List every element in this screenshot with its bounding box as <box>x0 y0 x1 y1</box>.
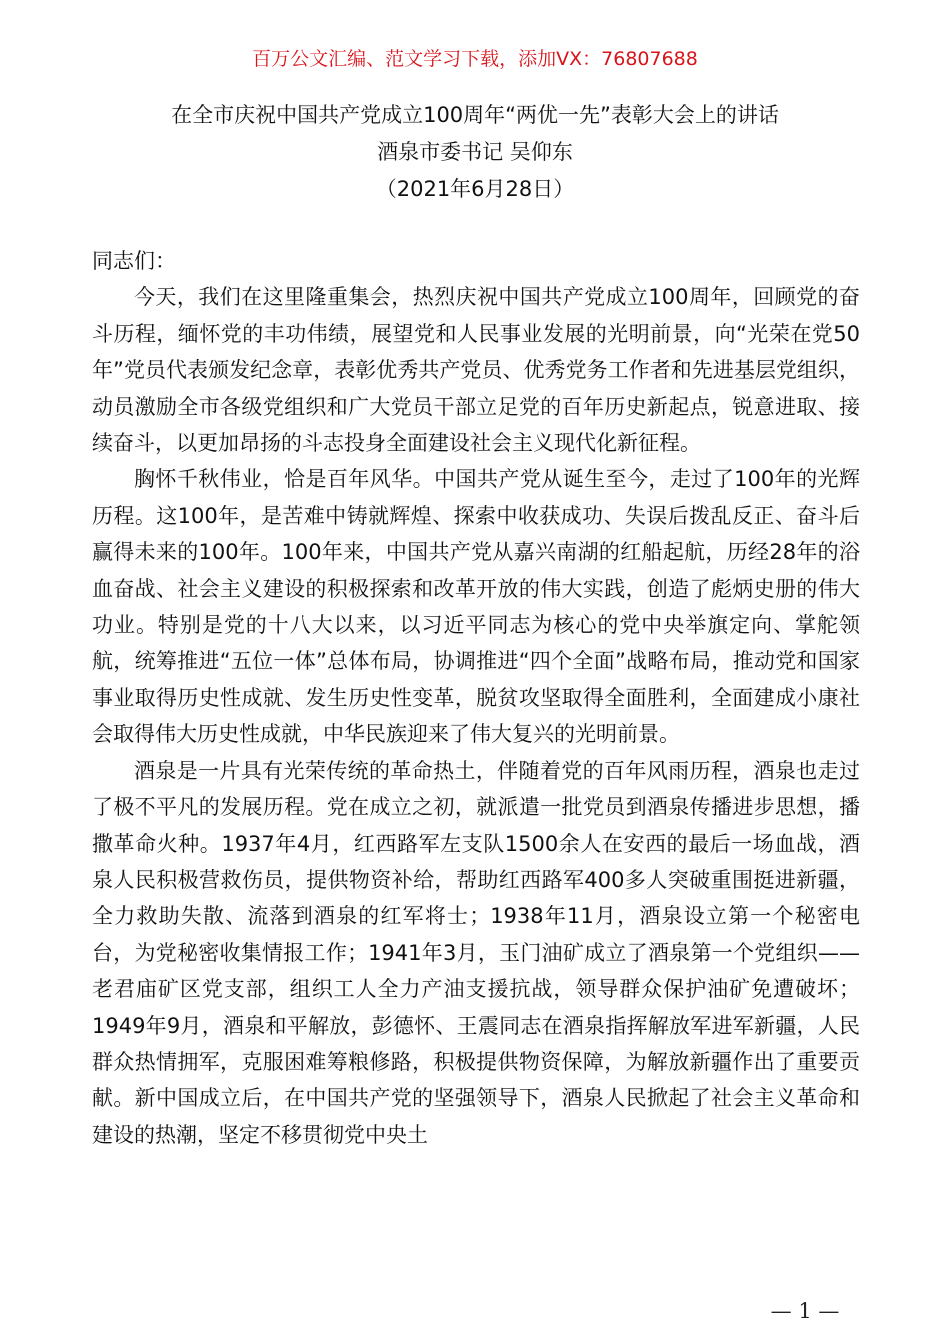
salutation: 同志们： <box>92 249 176 273</box>
paragraph-2: 胸怀千秋伟业，恰是百年风华。中国共产党从诞生至今，走过了100年的光辉历程。这100年，是苦难中铸就辉煌、探索中收获成功、失误后拨乱反正、奋斗后赢得未来的100年。100年来，中国共产党从嘉兴南湖的红船起航，历经28年的浴血奋战、社会主义建设的积极探索和改革开放的伟大实践，创造了彪炳史册的伟大功业。特别是党的十八大以来，以习近平同志为核心的党中央举旗定向、掌舵领航，统筹推进“五位一体”总体布局，协调推进“四个全面”战略布局，推动党和国家事业取得历史性成就、发生历史性变革，脱贫攻坚取得全面胜利，全面建成小康社会取得伟大历史性成就，中华民族迎来了伟大复兴的光明前景。 <box>92 467 860 747</box>
document-body <box>92 243 860 1153</box>
document-title: 在全市庆祝中国共产党成立100周年“两优一先”表彰大会上的讲话 <box>171 103 779 127</box>
page-number: — 1 — <box>770 1299 840 1323</box>
document-heading <box>0 97 950 208</box>
document-date: （2021年6月28日） <box>375 177 575 201</box>
paragraph-1: 今天，我们在这里隆重集会，热烈庆祝中国共产党成立100周年，回顾党的奋斗历程，缅怀党的丰功伟绩，展望党和人民事业发展的光明前景，向“光荣在党50年”党员代表颁发纪念章，表彰优秀共产党员、优秀党务工作者和先进基层党组织，动员激励全市各级党组织和广大党员干部立足党的百年历史新起点，锐意进取、接续奋斗，以更加昂扬的斗志投身全面建设社会主义现代化新征程。 <box>92 285 860 456</box>
paragraph-3: 酒泉是一片具有光荣传统的革命热土，伴随着党的百年风雨历程，酒泉也走过了极不平凡的发展历程。党在成立之初，就派遣一批党员到酒泉传播进步思想，播撒革命火种。1937年4月，红西路军左支队1500余人在安西的最后一场血战，酒泉人民积极营救伤员，提供物资补给，帮助红西路军400多人突破重围挺进新疆，全力救助失散、流落到酒泉的红军将士；1938年11月，酒泉设立第一个秘密电台，为党秘密收集情报工作；1941年3月，玉门油矿成立了酒泉第一个党组织——老君庙矿区党支部，组织工人全力产油支援抗战，领导群众保护油矿免遭破坏；1949年9月，酒泉和平解放，彭德怀、王震同志在酒泉指挥解放军进军新疆，人民群众热情拥军，克服困难筹粮修路，积极提供物资保障，为解放新疆作出了重要贡献。新中国成立后，在中国共产党的坚强领导下，酒泉人民掀起了社会主义革命和建设的热潮，坚定不移贯彻党中央土 <box>92 758 860 1147</box>
watermark-banner: 百万公文汇编、范文学习下载，添加VX：76807688 <box>252 48 698 70</box>
document-author: 酒泉市委书记 吴仰东 <box>377 140 573 164</box>
